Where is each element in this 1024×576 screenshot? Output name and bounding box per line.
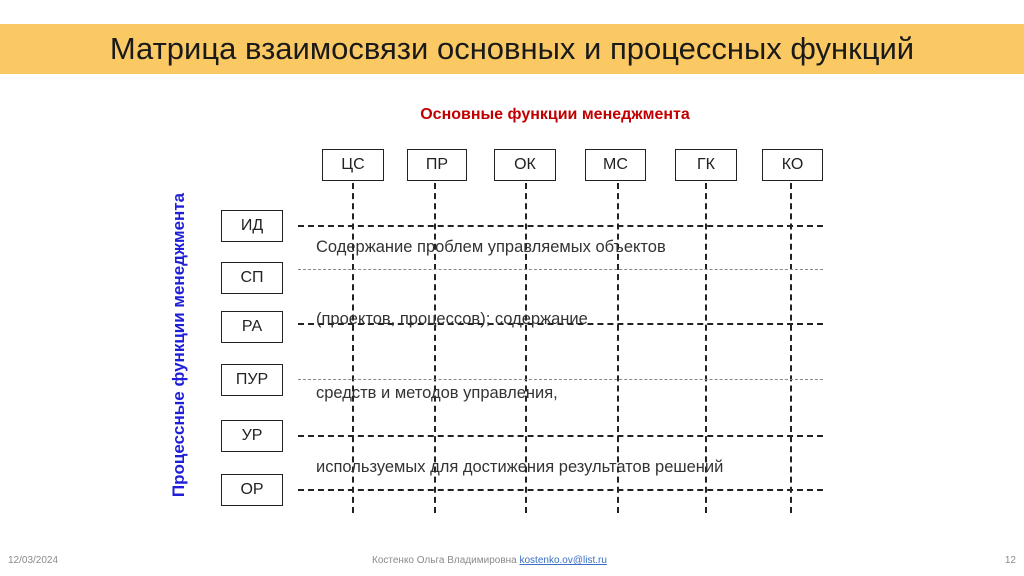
row-box-pur: ПУР xyxy=(221,364,283,396)
footer-email-link[interactable]: kostenko.ov@list.ru xyxy=(519,555,607,566)
grid-hline xyxy=(298,435,823,437)
column-box-ok: ОК xyxy=(494,149,556,181)
grid-hline xyxy=(298,269,823,270)
side-heading-container xyxy=(160,177,198,513)
body-text-line: используемых для достижения результатов решений xyxy=(316,458,724,476)
grid-vline xyxy=(790,183,792,513)
row-box-sp: СП xyxy=(221,262,283,294)
row-box-id: ИД xyxy=(221,210,283,242)
grid-hline xyxy=(298,489,823,491)
footer-page-number: 12 xyxy=(1004,555,1016,566)
footer-author: Костенко Ольга Владимировна xyxy=(372,555,517,566)
grid-hline xyxy=(298,225,823,227)
footer-date: 12/03/2024 xyxy=(8,555,59,566)
body-text-line: (проектов, процессов); содержание xyxy=(316,310,588,328)
body-text-line: средств и методов управления, xyxy=(316,384,558,402)
column-box-ms: МС xyxy=(585,149,646,181)
footer-author-block xyxy=(372,555,607,566)
column-box-cs: ЦС xyxy=(322,149,384,181)
column-box-ko: КО xyxy=(762,149,823,181)
body-text-line: Содержание проблем управляемых объектов xyxy=(316,238,666,256)
title-bar xyxy=(0,24,1024,74)
grid-hline xyxy=(298,379,823,380)
row-box-ur: УР xyxy=(221,420,283,452)
row-box-or: ОР xyxy=(221,474,283,506)
side-heading: Процессные функции менеджмента xyxy=(169,192,188,498)
row-box-ra: РА xyxy=(221,311,283,343)
column-box-gk: ГК xyxy=(675,149,737,181)
slide-title: Матрица взаимосвязи основных и процессных функций xyxy=(109,31,915,66)
top-heading: Основные функции менеджмента xyxy=(420,106,690,123)
column-box-pr: ПР xyxy=(407,149,467,181)
